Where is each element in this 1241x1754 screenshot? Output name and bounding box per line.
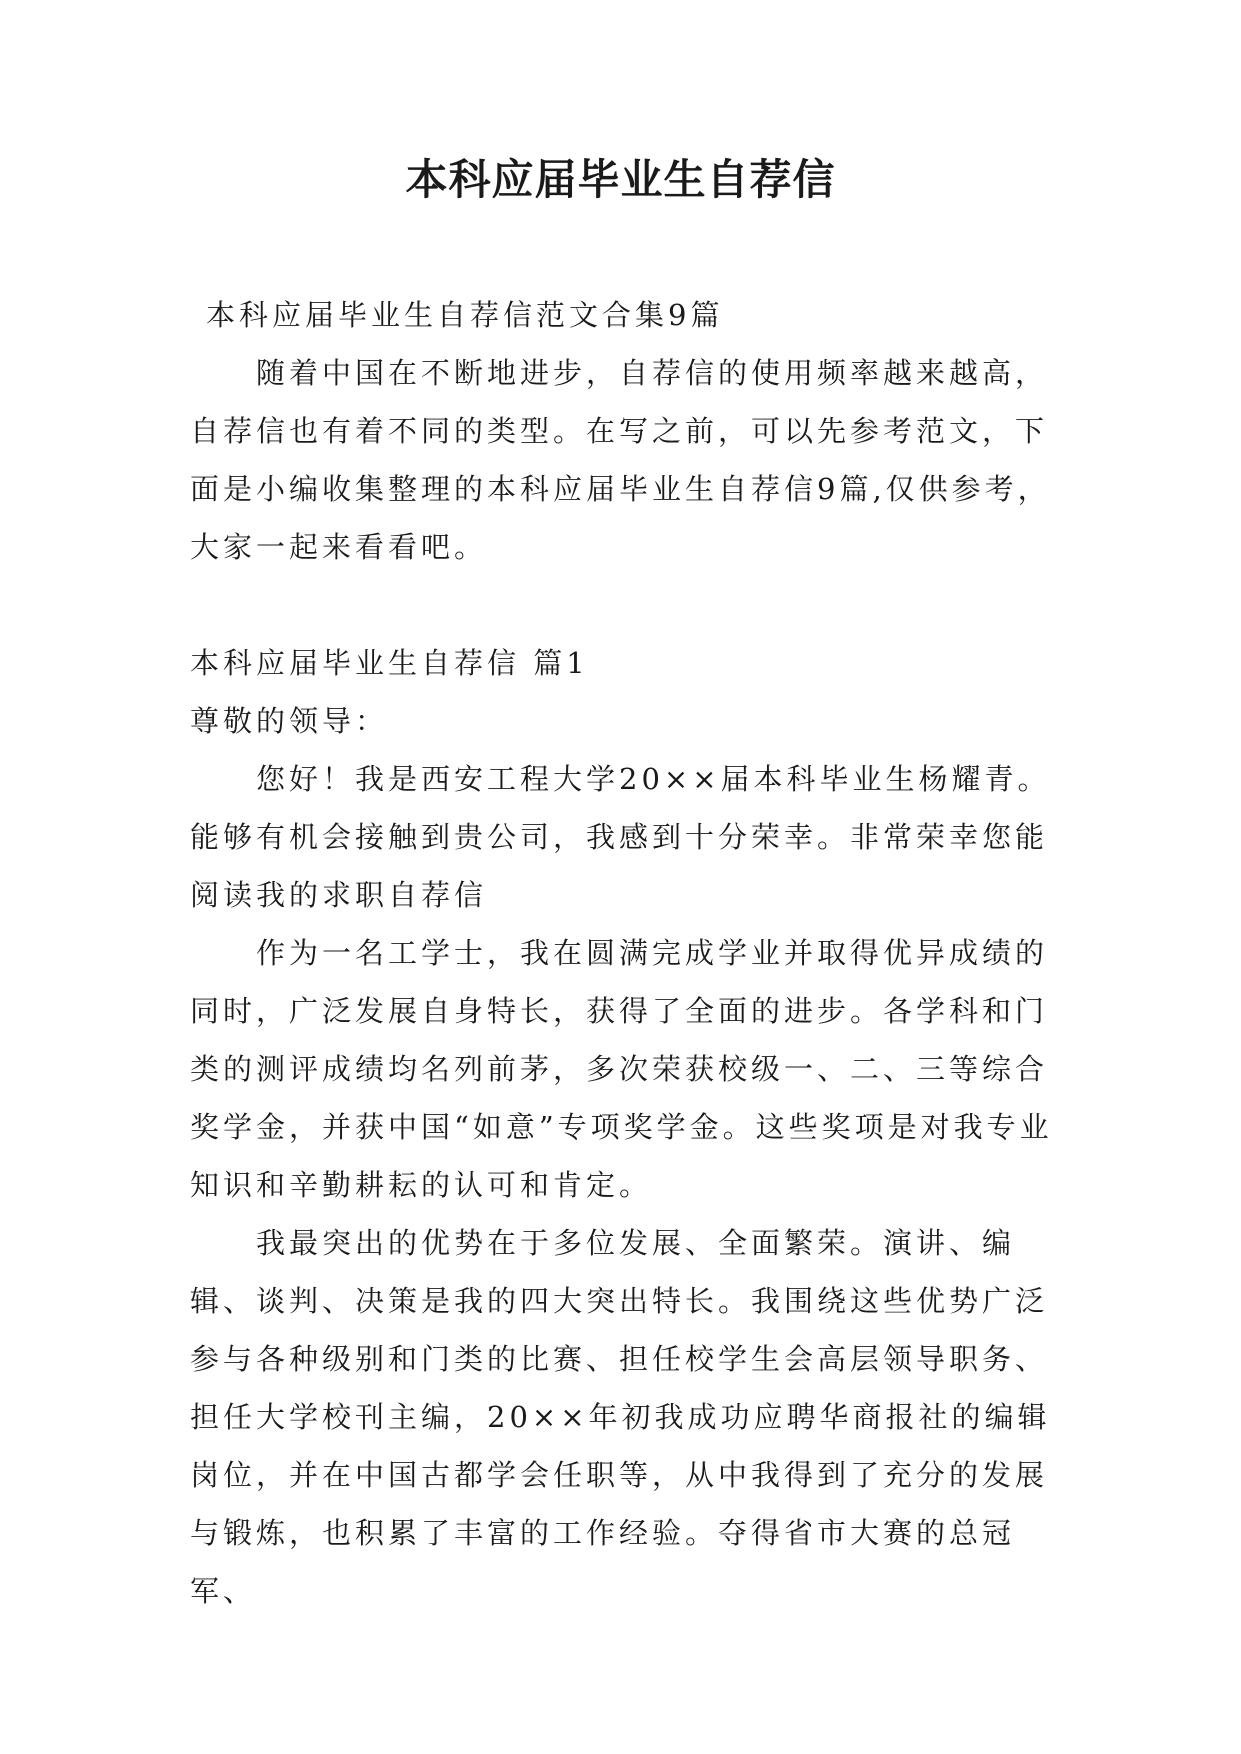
document-body [190,286,1060,1620]
body-paragraph: 您好！我是西安工程大学20××届本科毕业生杨耀青。能够有机会接触到贵公司，我感到十分荣幸。非常荣幸您能阅读我的求职自荐信 [190,762,1051,912]
salutation: 尊敬的领导： [190,704,389,738]
body-paragraph: 作为一名工学士，我在圆满完成学业并取得优异成绩的同时，广泛发展自身特长，获得了全面的进步。各学科和门类的测评成绩均名列前茅，多次荣获校级一、二、三等综合奖学金，并获中国“如意”专项奖学金。这些奖项是对我专业知识和辛勤耕耘的认可和肯定。 [190,936,1053,1202]
section-heading: 本科应届毕业生自荐信 篇1 [190,646,589,680]
body-paragraph: 我最突出的优势在于多位发展、全面繁荣。演讲、编辑、谈判、决策是我的四大突出特长。我围绕这些优势广泛参与各种级别和门类的比赛、担任校学生会高层领导职务、担任大学校刊主编，20××年初我成功应聘华商报社的编辑岗位，并在中国古都学会任职等，从中我得到了充分的发展与锻炼，也积累了丰富的工作经验。夺得省市大赛的总冠军、 [190,1226,1051,1608]
document-subtitle: 本科应届毕业生自荐信范文合集9篇 [206,298,724,332]
document-title: 本科应届毕业生自荐信 [405,155,836,204]
intro-paragraph: 随着中国在不断地进步，自荐信的使用频率越来越高，自荐信也有着不同的类型。在写之前，可以先参考范文，下面是小编收集整理的本科应届毕业生自荐信9篇,仅供参考，大家一起来看看吧。 [190,356,1051,564]
